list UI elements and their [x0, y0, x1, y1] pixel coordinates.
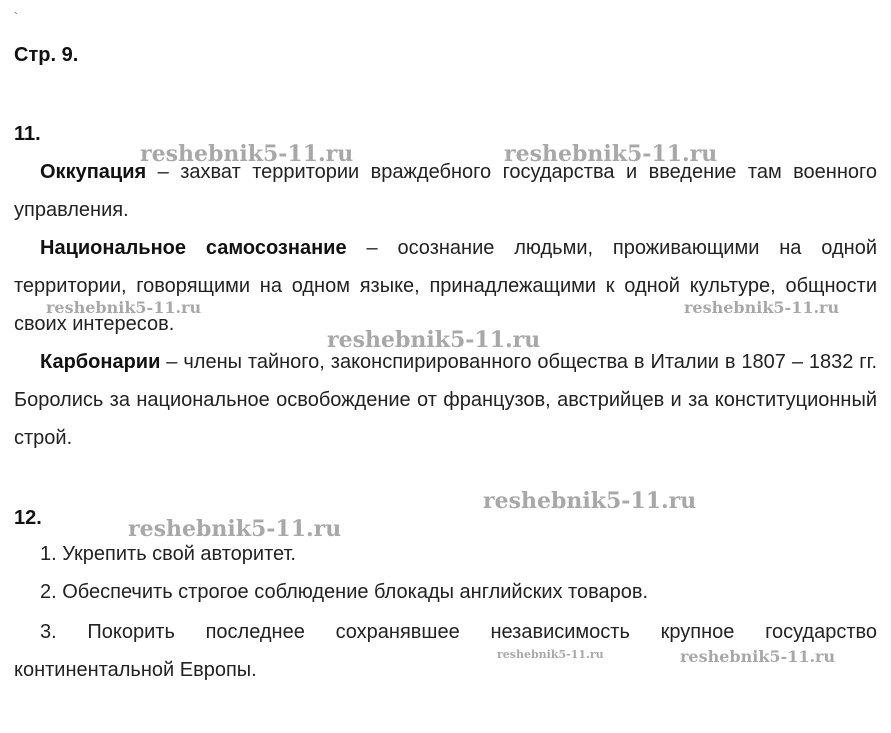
term-carbonari: Карбонарии	[40, 351, 161, 373]
watermark: reshebnik5-11.ru	[483, 488, 697, 514]
task-11-number: 11.	[14, 123, 41, 145]
watermark: reshebnik5-11.ru	[46, 298, 202, 317]
term-national-consciousness: Национальное самосознание	[40, 237, 347, 259]
definition-occupation-text: – захват территории враждебного государства и введение там военного управления.	[14, 161, 877, 221]
watermark: reshebnik5-11.ru	[128, 516, 342, 542]
watermark: reshebnik5-11.ru	[140, 141, 354, 167]
page-label: Стр. 9.	[14, 44, 79, 66]
task-12-number: 12.	[14, 507, 42, 529]
tick-mark: `	[14, 10, 18, 24]
task-12-item-2: 2. Обеспечить строгое соблюдение блокады английских товаров.	[40, 581, 649, 603]
definition-carbonari	[14, 343, 877, 457]
watermark: reshebnik5-11.ru	[680, 647, 836, 666]
watermark: reshebnik5-11.ru	[684, 298, 840, 317]
task-12-item-3: 3. Покорить последнее сохранявшее независимость крупное государство континентальной Европы.	[14, 621, 877, 681]
term-occupation: Оккупация	[40, 161, 147, 183]
watermark: reshebnik5-11.ru	[497, 648, 604, 661]
definition-national-consciousness-text: – осознание людьми, проживающими на одной территории, говорящими на одном языке, принадлежащими к одной культуре, общности своих интересов.	[14, 237, 878, 335]
task-12-item-1: 1. Укрепить свой авторитет.	[40, 543, 296, 565]
watermark: reshebnik5-11.ru	[327, 327, 541, 353]
watermark: reshebnik5-11.ru	[504, 141, 718, 167]
definition-national-consciousness	[14, 229, 877, 343]
definition-carbonari-text: – члены тайного, законспирированного общества в Италии в 1807 – 1832 гг. Боролись за национальное освобождение от французов, австрийцев и за конституционный строй.	[14, 351, 877, 449]
